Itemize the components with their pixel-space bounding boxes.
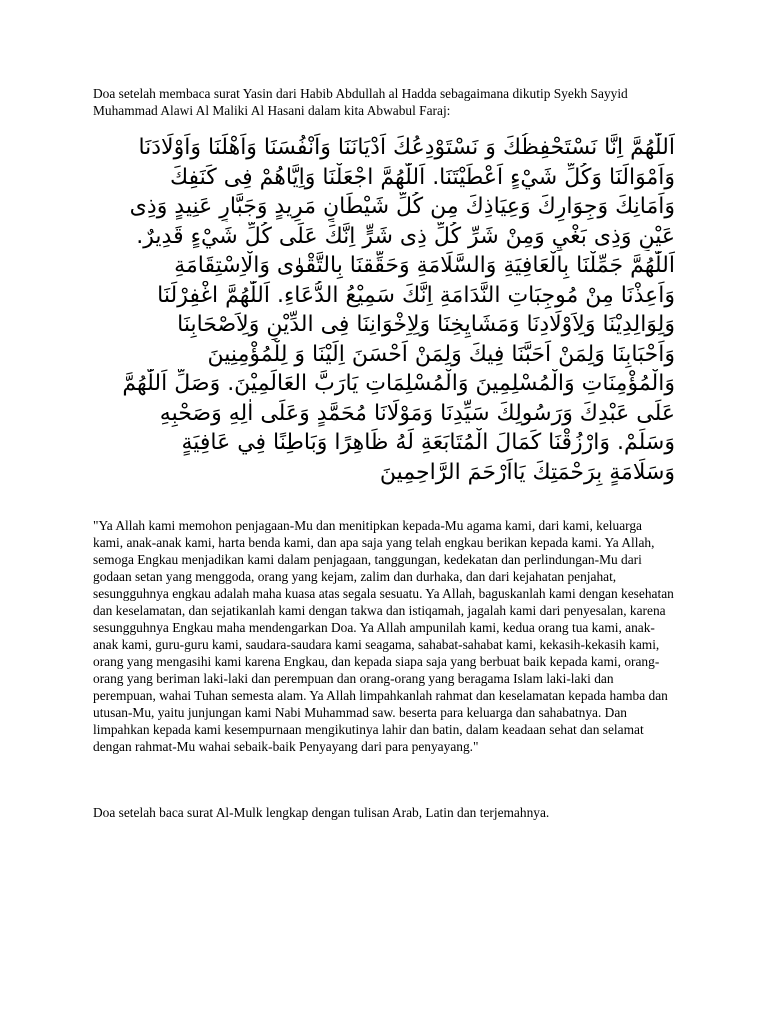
arabic-line: وَاَمَانِكَ وَجِوَارِكَ وَعِيَاذِكَ مِن كُلِّ شَيْطَانٍ مَرِيدٍ وَجَبَّارٍ عَنِيدٍ وَذِى bbox=[129, 194, 675, 219]
arabic-line: اَللّٰهُمَّ اِنَّا نَسْتَحْفِظُكَ وَ نَسْتَوْدِعُكَ اَدْيَانَنَا وَاَنْفُسَنَا وَاَهْلَنَا وَاَوْلَادَنَا bbox=[138, 135, 675, 160]
arabic-prayer-text bbox=[93, 133, 675, 487]
translation-paragraph: "Ya Allah kami memohon penjagaan-Mu dan menitipkan kepada-Mu agama kami, dari kami, keluarga kami, anak-anak kami, harta benda kami, dan apa saja yang telah engkau berikan kepada kami. Ya Allah, semoga Engkau menjadikan kami dalam penjagaan, tanggungan, kedekatan dan perlindungan-Mu dari godaan setan yang menggoda, orang yang kejam, zalim dan durhaka, dan dari kejahatan penjahat, sesungguhnya engkau adalah maha kuasa atas segala sesuatu. Ya Allah, baguskanlah kami dengan kesehatan dan keselamatan, dan sejatikanlah kami dengan takwa dan istiqamah, jagalah kami dari penyesalan, karena sesungguhnya Engkau maha mendengarkan Doa. Ya Allah ampunilah kami, kedua orang tua kami, anak-anak kami, guru-guru kami, saudara-saudara kami seagama, sahabat-sahabat kami, kekasih-kekasih kami, orang yang mengasihi kami karena Engkau, dan kepada siapa saja yang berbuat baik kepada kami, orang-orang yang beriman laki-laki dan perempuan dan orang-orang yang beragama Islam laki-laki dan perempuan, wahai Tuhan semesta alam. Ya Allah limpahkanlah rahmat dan keselamatan kepada hamba dan utusan-Mu, yaitu junjungan kami Nabi Muhammad saw. beserta para keluarga dan sahabatnya. Dan limpahkan kepada kami kesempurnaan mengikutinya lahir dan batin, dalam keadaan sehat dan selamat dengan rahmat-Mu wahai sebaik-baik Penyayang dari para penyayang." bbox=[93, 518, 674, 754]
arabic-line: وَسَلَامَةٍ بِرَحْمَتِكَ يَااَرْحَمَ الرَّاحِمِينَ bbox=[379, 459, 675, 485]
arabic-line: وَاَحْبَابِنَا وَلِمَنْ اَحَبَّنَا فِيكَ وَلِمَنْ اَحْسَنَ اِلَيْنَا وَ لِلْمُؤْمِنِينَ bbox=[207, 341, 675, 367]
arabic-line: اَللّٰهُمَّ جَمِّلْنَا بِالْعَافِيَةِ وَالسَّلَامَةِ وَحَقِّقنَا بِالتَّقْوٰى وَالْاِسْتِقَامَةِ bbox=[174, 253, 675, 278]
arabic-line: عَيْنٍ وَذِى بَغْيٍ وَمِنْ شَرِّ كُلِّ ذِى شَرٍّ اِنَّكَ عَلَى كُلِّ شَيْءٍ قَدِيرٌ. bbox=[136, 223, 675, 249]
arabic-line: وَاَعِذْنَا مِنْ مُوجِبَاتِ النَّدَامَةِ اِنَّكَ سَمِيْعُ الدُّعَاءِ. اَللّٰهُمَّ اغْفِرْلَنَا bbox=[157, 282, 675, 308]
footer-paragraph: Doa setelah baca surat Al-Mulk lengkap dengan tulisan Arab, Latin dan terjemahnya. bbox=[93, 805, 550, 820]
intro-paragraph: Doa setelah membaca surat Yasin dari Habib Abdullah al Hadda sebagaimana dikutip Syekh Sayyid Muhammad Alawi Al Maliki Al Hasani dalam kita Abwabul Faraj: bbox=[93, 86, 628, 118]
arabic-line: وَسَلِّمْ. وَارْزُقْنَا كَمَالَ الْمُتَابَعَةِ لَهُ ظَاهِرًا وَبَاطِنًا فِي عَافِيَةٍ bbox=[181, 430, 675, 455]
arabic-line: وَلِوَالِدِيْنَا وَلِاَوْلَادِنَا وَمَشَايِخِنَا وَلِاِخْوَانِنَا فِى الدِّيْنِ وَلِاَصْحَابِنَا bbox=[177, 312, 675, 337]
arabic-line: وَاَمْوَالَنَا وَكُلِّ شَيْءٍ اَعْطَيْتَنَا. اَللّٰهُمَّ اجْعَلْنَا وَاِيَّاهُمْ فِى كَنَفِكَ bbox=[169, 164, 675, 190]
document-page bbox=[93, 85, 675, 821]
arabic-line: عَلَى عَبْدِكَ وَرَسُولِكَ سَيِّدِنَا وَمَوْلَانَا مُحَمَّدٍ وَعَلَى اٰلِهِ وَصَحْبِهِ bbox=[159, 400, 675, 426]
arabic-line: وَالْمُؤْمِنَاتِ وَالْمُسْلِمِينَ وَالْمُسْلِمَاتِ يَارَبَّ العَالَمِيْنَ. وَصَلِّ اَللّٰهُمَّ bbox=[122, 371, 675, 396]
